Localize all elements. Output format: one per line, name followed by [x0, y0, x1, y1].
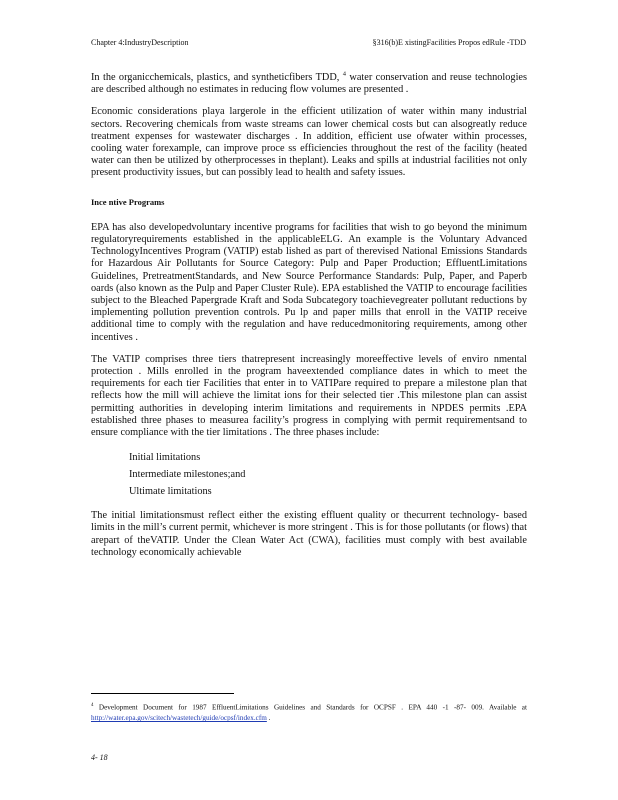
paragraph-epa-incentive: EPA has also developedvoluntary incentive programs for facilities that wish to go beyond the minimum regulatoryrequirements established in the applicableELG. An example is the Voluntary Advanced TechnologyIncentives Program (VATIP) estab lished as part of therevised National Emissions Standards for Hazardous Air Pollutants for Source Category: Pulp and Paper Production; EffluentLimitations Guidelines, PretreatmentStandards, and New Source Performance Standards: Pulp, Paper, and Paperb oards (also known as the Pulp and Paper Cluster Rule). EPA established the VATIP to encourage facilities subject to the Bleached Papergrade Kraft and Soda Subcategory toachievegreater pollutant reductions by implementing pollution prevention controls. Pu lp and paper mills that enroll in the VATIP receive additional time to comply with the regulation and have reducedmonitoring requirements, among other incentives .	[91, 221, 527, 343]
footnote-divider	[91, 693, 234, 694]
page-number: 4- 18	[91, 753, 108, 762]
paragraph-text: In the organicchemicals, plastics, and syntheticfibers TDD,	[91, 72, 340, 83]
page-header	[91, 38, 526, 52]
footnote-link[interactable]: http://water.epa.gov/scitech/wastetech/guide/ocpsf/index.cfm	[91, 714, 267, 723]
section-heading-incentive-programs: Ince ntive Programs	[91, 196, 165, 207]
list-item-label: Ultimate limitations	[129, 485, 212, 497]
paragraph-vatip-tiers: The VATIP comprises three tiers thatrepresent increasingly moreeffective levels of enviro nmental protection . Mills enrolled in the program haveextended compliance dates in which to meet the requirements for each tier Facilities that enter in to VATIPare required to prepare a milestone plan that reflects how the mill will achieve the limitat ions for their selected tier .This milestone plan can assist permitting authorities in developing interim limitations and requirements in NPDES permits .EPA established three phases to measurea facility’s progress in complying with permit requirementsand to ensure compliance with the tier limitations . The three phases include:	[91, 353, 527, 439]
footnote-text: Development Document for 1987 EffluentLimitations Guidelines and Standards for OCPSF . EPA 440 -1 -87- 009. Available at	[93, 703, 527, 712]
paragraph-water-conservation	[91, 72, 527, 96]
header-section: §316(b)E xistingFacilities Propos edRule -TDD	[372, 38, 526, 47]
paragraph-text: water conservation and reuse technologies are described although no estimates in reducing flow volumes are presented .	[91, 72, 528, 96]
phases-list	[91, 449, 527, 500]
list-item	[109, 449, 527, 466]
list-item	[109, 466, 527, 483]
paragraph-economic-considerations: Economic considerations playa largerole in the efficient utilization of water within many industrial sectors. Recovering chemicals from waste streams can lower chemical costs but can alsogreatly reduce treatment expenses for wastewater discharges . In addition, efficient use ofwater within processes, cooling water forexample, can improve proce ss efficiencies throughout the rest of the facility (heated water can then be utilized by otherprocesses in theplant). Leaks and spills at industrial facilities not only present productivity issues, but can possibly lead to health and safety issues.	[91, 106, 527, 179]
paragraph-initial-limitations: The initial limitationsmust reflect either the existing effluent quality or thecurrent technology- based limits in the mill’s current permit, whichever is more stringent . This is for those pollutants (or flows) that arepart of theVATIP. Under the Clean Water Act (CWA), facilities must comply with best available technology economically achievable	[91, 510, 527, 558]
footnote-tail: .	[266, 714, 271, 723]
list-item-label: Initial limitations	[129, 451, 201, 463]
footnote-number: 4	[91, 703, 94, 708]
header-chapter: Chapter 4:IndustryDescription	[91, 38, 189, 47]
footnote	[91, 700, 527, 724]
footnote-reference[interactable]: 4	[342, 70, 346, 78]
list-item-label: Intermediate milestones;and	[129, 468, 246, 480]
page-body	[91, 72, 527, 569]
list-item	[109, 483, 527, 500]
